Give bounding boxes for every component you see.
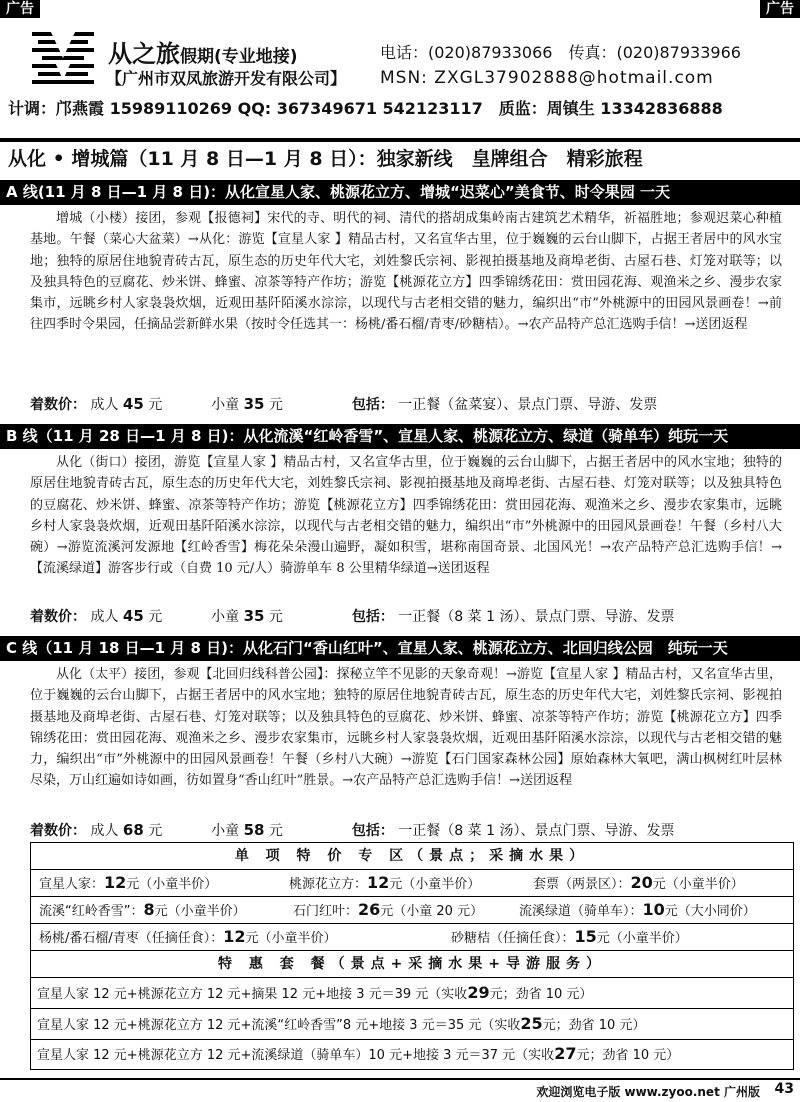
adult-label: 成人: [90, 397, 119, 413]
special-item: 宣星人家：12元（小童半价）: [39, 873, 218, 892]
unit: 元: [148, 397, 163, 413]
contact-line: 计调：邝燕霞 15989110269 QQ: 367349671 542123117 质监：周镇生 13342836888: [8, 99, 723, 118]
unit: 元: [268, 609, 283, 625]
route-b-price: [30, 606, 790, 626]
package-text: 宣星人家 12 元+桃源花立方 12 元+流溪“红岭香雪”8 元+地接 3 元＝35 元（实收: [37, 1018, 521, 1033]
package-row: [31, 1009, 793, 1040]
route-b-text: 从化（街口）接团，游览【宣星人家 】精品古村，又名宣华古里，位于巍巍的云台山脚下，占据王者居中的风水宝地；独特的原居住地貌青砖古瓦，原生态的历史年代大宅，刘姓黎氏宗祠、影视拍摄基地及商埠老街、古屋石巷、灯笼对联等；以及独具特色的豆腐花、炒米饼、蜂蜜、凉茶等特产作坊；游览【桃源花立方】四季锦绣花田：赏田园花海、观渔米之乡、漫步农家集市，远眺乡村人家袅袅炊烟，近观田基阡陌溪水淙淙，以现代与古老相交错的魅力，编织出“市”外桃源中的田园风景画卷！午餐（乡村八大碗）→游览流溪河发源地【红岭香雪】梅花朵朵漫山遍野，凝如积雪，堪称南国奇景、北国风光！→农产品特产总汇选购手信！→【流溪绿道】游客步行或（自费 10 元/人）骑游单车 8 公里精华绿道→送团返程: [30, 455, 782, 577]
adult-price: 45: [122, 395, 144, 413]
special-row-1: [31, 870, 793, 897]
brand-name: 从之旅: [108, 40, 180, 68]
route-a-price: [30, 394, 790, 414]
price-label: 着数价：: [30, 397, 86, 413]
unit: 元: [268, 397, 283, 413]
page-number: 43: [774, 1081, 794, 1097]
route-c-price: [30, 820, 790, 840]
package-text: 宣星人家 12 元+桃源花立方 12 元+摘果 12 元+地接 3 元＝39 元（实收: [37, 987, 468, 1002]
child-label: 小童: [211, 823, 240, 839]
specials-title: 单 项 特 价 专 区（景点；采摘水果）: [31, 843, 793, 870]
include-text: 一正餐（8 菜 1 汤）、景点门票、导游、发票: [398, 823, 675, 839]
tel-fax: 电话：(020)87933066 传真：(020)87933966: [380, 43, 741, 62]
child-price: 35: [243, 395, 265, 413]
price-label: 着数价：: [30, 609, 86, 625]
adult-label: 成人: [90, 609, 119, 625]
header: [0, 18, 800, 148]
unit: 元: [268, 823, 283, 839]
include-label: 包括：: [351, 397, 394, 413]
child-label: 小童: [211, 397, 240, 413]
adult-price: 45: [122, 607, 144, 625]
package-save: 元；劲省 10 元）: [489, 987, 593, 1002]
brand: [108, 34, 298, 69]
include-text: 一正餐（盆菜宴）、景点门票、导游、发票: [398, 397, 658, 413]
special-item: 杨桃/番石榴/青枣（任摘任食）：12元（小童半价）: [39, 927, 337, 946]
include-label: 包括：: [351, 609, 394, 625]
agency-logo-icon: [32, 28, 94, 84]
header-rule: [0, 138, 800, 142]
adult-label: 成人: [90, 823, 119, 839]
unit: 元: [148, 823, 163, 839]
special-row-3: [31, 924, 793, 951]
msn-contact: MSN: ZXGL37902888@hotmail.com: [380, 68, 714, 88]
ad-label-left: 广告: [0, 0, 40, 18]
package-row: [31, 978, 793, 1009]
adult-price: 68: [122, 821, 144, 839]
special-item: 流溪绿道（骑单车）：10元（大小同价）: [519, 900, 756, 919]
footer: [0, 1078, 800, 1102]
page-title: 从化 • 增城篇（11 月 8 日—1 月 8 日）：独家新线 皇牌组合 精彩旅程: [8, 148, 643, 170]
package-price: 27: [554, 1044, 577, 1063]
ad-label-right: 广告: [760, 0, 800, 18]
company-name: 【广州市双凤旅游开发有限公司】: [106, 69, 347, 88]
special-row-2: [31, 897, 793, 924]
child-price: 58: [243, 821, 265, 839]
route-a-text: 增城（小楼）接团，参观【报德祠】宋代的寺、明代的祠、清代的搭胡成集岭南古建筑艺术精华，祈福胜地；参观迟菜心种植基地。午餐（菜心大盆菜）→从化：游览【宣星人家 】精品古村，又名宣华古里，位于巍巍的云台山脚下，占据王者居中的风水宝地；独特的原居住地貌青砖古瓦，原生态的历史年代大宅，刘姓黎氏宗祠、影视拍摄基地及商埠老街、古屋石巷、灯笼对联等；以及独具特色的豆腐花、炒米饼、蜂蜜、凉茶等特产作坊；游览【桃源花立方】四季锦绣花田：赏田园花海、观渔米之乡、漫步农家集市，远眺乡村人家袅袅炊烟，近观田基阡陌溪水淙淙，以现代与古老相交错的魅力，编织出“市”外桃源中的田园风景画卷！→前往四季时令果园，任摘品尝新鲜水果（按时令任选其一：杨桃/番石榴/青枣/砂糖桔）。→农产品特产总汇选购手信！→送团返程: [30, 211, 782, 333]
include-text: 一正餐（8 菜 1 汤）、景点门票、导游、发票: [398, 609, 675, 625]
price-label: 着数价：: [30, 823, 86, 839]
package-title: 特 惠 套 餐（景点+采摘水果+导游服务）: [31, 951, 793, 978]
package-save: 元；劲省 10 元）: [576, 1048, 680, 1063]
brand-sub: 假期(专业地接): [180, 47, 298, 67]
child-price: 35: [243, 607, 265, 625]
package-price: 29: [467, 983, 490, 1002]
route-a-bar: A 线(11 月 8 日—1 月 8 日)：从化宣星人家、桃源花立方、增城“迟菜心”美食节、时令果园 一天: [0, 180, 800, 205]
unit: 元: [148, 609, 163, 625]
package-save: 元；劲省 10 元）: [542, 1018, 646, 1033]
special-item: 套票（两景区）：20元（小童半价）: [533, 873, 744, 892]
child-label: 小童: [211, 609, 240, 625]
footer-text: 欢迎浏览电子版 www.zyoo.net 广州版: [536, 1085, 760, 1099]
include-label: 包括：: [351, 823, 394, 839]
special-item: 砂糖桔（任摘任食）：15元（小童半价）: [451, 927, 688, 946]
route-c-bar: C 线（11 月 18 日—1 月 8 日)：从化石门“香山红叶”、宣星人家、桃源花立方、北回归线公园 纯玩一天: [0, 636, 800, 661]
package-text: 宣星人家 12 元+桃源花立方 12 元+流溪绿道（骑单车）10 元+地接 3 元＝37 元（实收: [37, 1048, 555, 1063]
package-row: [31, 1040, 793, 1068]
route-c-text: 从化（太平）接团，参观【北回归线科普公园】：探秘立竿不见影的天象奇观！→游览【宣星人家 】精品古村，又名宣华古里，位于巍巍的云台山脚下，占据王者居中的风水宝地；独特的原居住地貌青砖古瓦，原生态的历史年代大宅，刘姓黎氏宗祠、影视拍摄基地及商埠老街、古屋石巷、灯笼对联等；以及独具特色的豆腐花、炒米饼、蜂蜜、凉茶等特产作坊；游览【桃源花立方】四季锦绣花田：赏田园花海、观渔米之乡、漫步农家集市，远眺乡村人家袅袅炊烟，近观田基阡陌溪水淙淙，以现代与古老相交错的魅力，编织出“市”外桃源中的田园风景画卷！午餐（乡村八大碗）→游览【石门国家森林公园】原始森林大氧吧，满山枫树红叶层林尽染，万山红遍如诗如画，彷如置身“香山红叶”胜景。→农产品特产总汇选购手信！→送团返程: [30, 667, 782, 789]
package-price: 25: [520, 1014, 543, 1033]
route-b-bar: B 线（11 月 28 日—1 月 8 日)：从化流溪“红岭香雪”、宣星人家、桃源花立方、绿道（骑单车）纯玩一天: [0, 424, 800, 449]
specials-table: [30, 842, 794, 1070]
special-item: 流溪“红岭香雪”：8元（小童半价）: [39, 900, 246, 919]
special-item: 石门红叶：26元（小童 20 元）: [293, 900, 484, 919]
special-item: 桃源花立方：12元（小童半价）: [289, 873, 481, 892]
